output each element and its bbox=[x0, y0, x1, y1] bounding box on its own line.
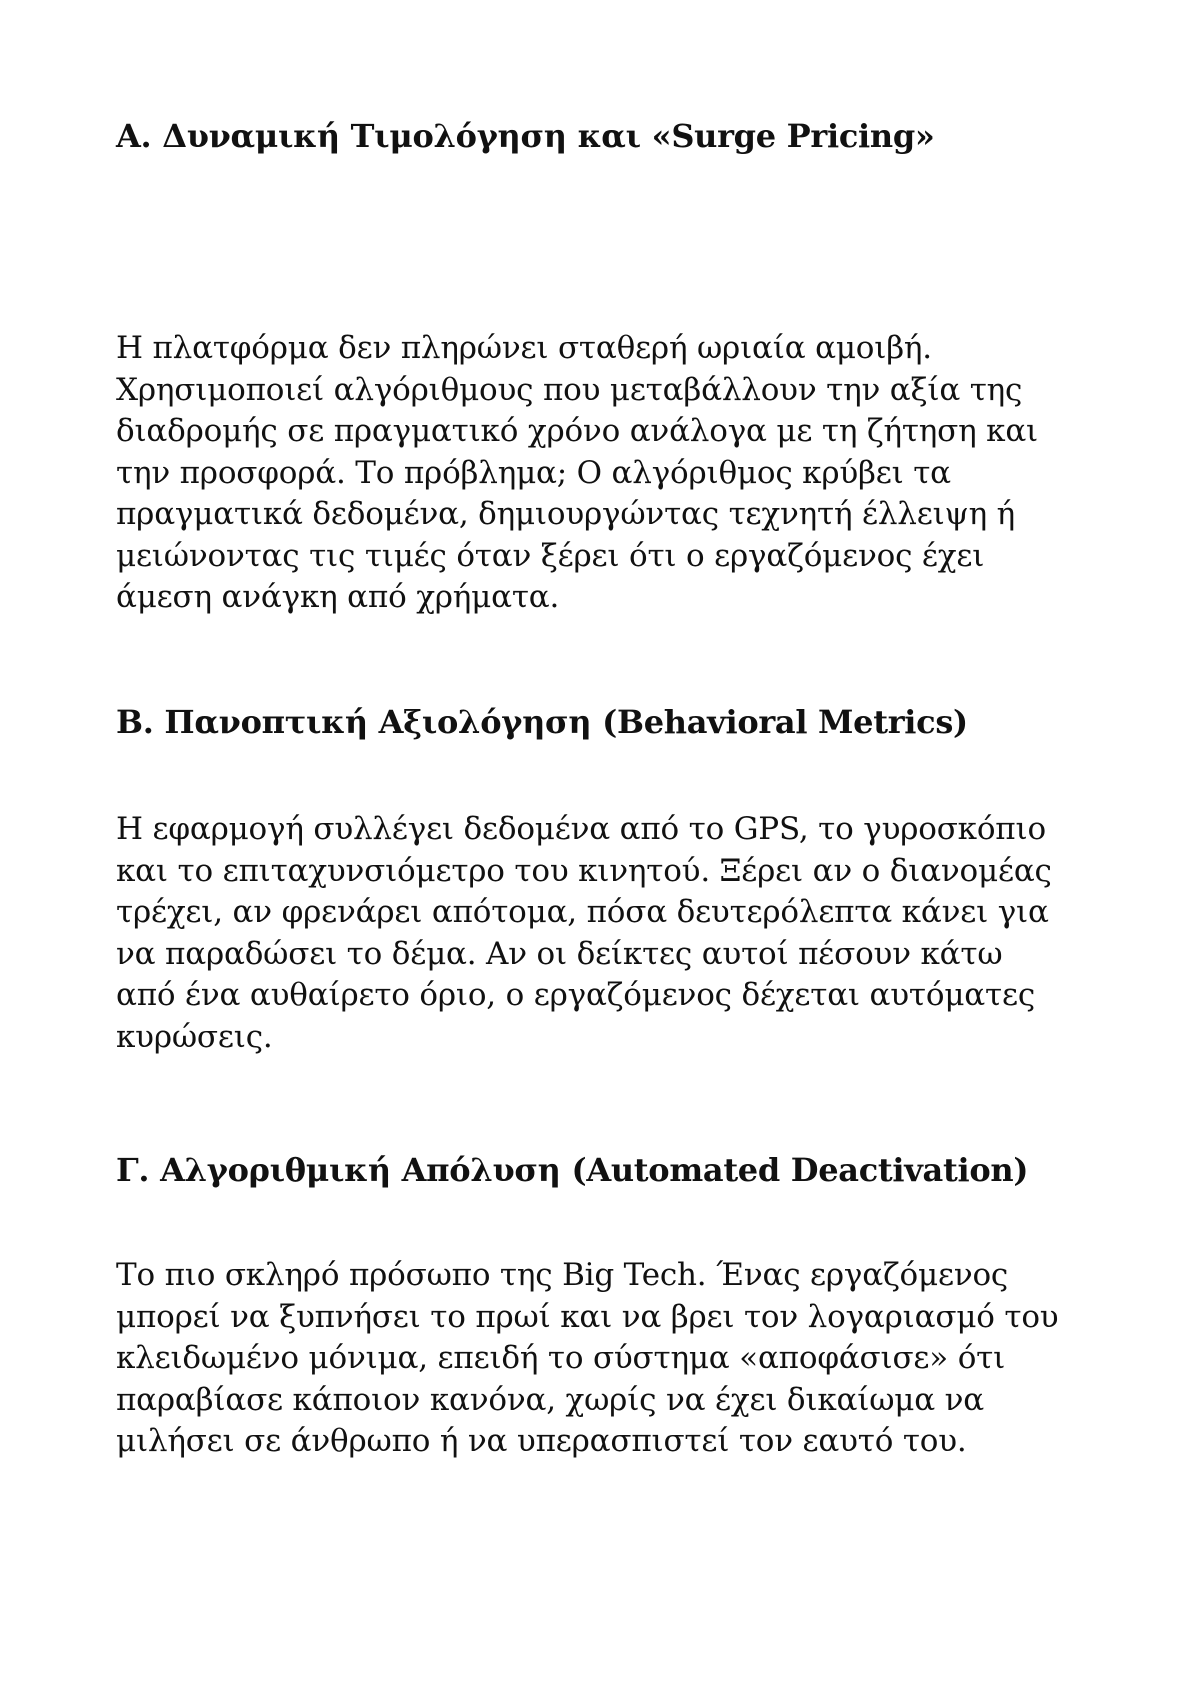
paragraph-line: Η πλατφόρμα δεν πληρώνει σταθερή ωριαία αμοιβή. bbox=[116, 330, 932, 366]
paragraph-line: κλειδωμένο μόνιμα, επειδή το σύστημα «αποφάσισε» ότι bbox=[116, 1340, 1006, 1376]
paragraph-line: τρέχει, αν φρενάρει απότομα, πόσα δευτερόλεπτα κάνει για bbox=[116, 894, 1049, 930]
paragraph-line: μπορεί να ξυπνήσει το πρωί και να βρει τον λογαριασμό του bbox=[116, 1298, 1059, 1335]
paragraph-line: να παραδώσει το δέμα. Αν οι δείκτες αυτοί πέσουν κάτω bbox=[116, 935, 1003, 972]
paragraph-line: Η εφαρμογή συλλέγει δεδομένα από το GPS, το γυροσκόπιο bbox=[116, 811, 1046, 847]
paragraph-line: και το επιταχυνσιόμετρο του κινητού. Ξέρει αν ο διανομέας bbox=[116, 852, 1052, 889]
paragraph-line: Χρησιμοποιεί αλγόριθμους που μεταβάλλουν την αξία της bbox=[116, 371, 1023, 408]
section-b-paragraph bbox=[116, 809, 1116, 1058]
paragraph-line: μιλήσει σε άνθρωπο ή να υπερασπιστεί τον εαυτό του. bbox=[116, 1423, 967, 1459]
section-a-paragraph bbox=[116, 328, 1116, 619]
section-a-heading: Α. Δυναμική Τιμολόγηση και «Surge Pricing» bbox=[116, 117, 935, 155]
paragraph-line: πραγματικά δεδομένα, δημιουργώντας τεχνητή έλλειψη ή bbox=[116, 496, 1016, 532]
paragraph-line: άμεση ανάγκη από χρήματα. bbox=[116, 579, 560, 615]
paragraph-line: την προσφορά. Το πρόβλημα; Ο αλγόριθμος κρύβει τα bbox=[116, 454, 951, 491]
paragraph-line: από ένα αυθαίρετο όριο, ο εργαζόμενος δέχεται αυτόματες bbox=[116, 977, 1035, 1013]
section-b-heading: Β. Πανοπτική Αξιολόγηση (Behavioral Metrics) bbox=[116, 703, 968, 741]
section-c-paragraph bbox=[116, 1255, 1116, 1463]
paragraph-line: παραβίασε κάποιον κανόνα, χωρίς να έχει δικαίωμα να bbox=[116, 1381, 985, 1418]
paragraph-line: μειώνοντας τις τιμές όταν ξέρει ότι ο εργαζόμενος έχει bbox=[116, 537, 985, 574]
paragraph-line: διαδρομής σε πραγματικό χρόνο ανάλογα με τη ζήτηση και bbox=[116, 413, 1039, 449]
paragraph-line: κυρώσεις. bbox=[116, 1018, 273, 1055]
section-c-heading: Γ. Αλγοριθμική Απόλυση (Automated Deactivation) bbox=[116, 1151, 1029, 1189]
paragraph-line: Το πιο σκληρό πρόσωπο της Big Tech. Ένας εργαζόμενος bbox=[116, 1257, 1009, 1293]
